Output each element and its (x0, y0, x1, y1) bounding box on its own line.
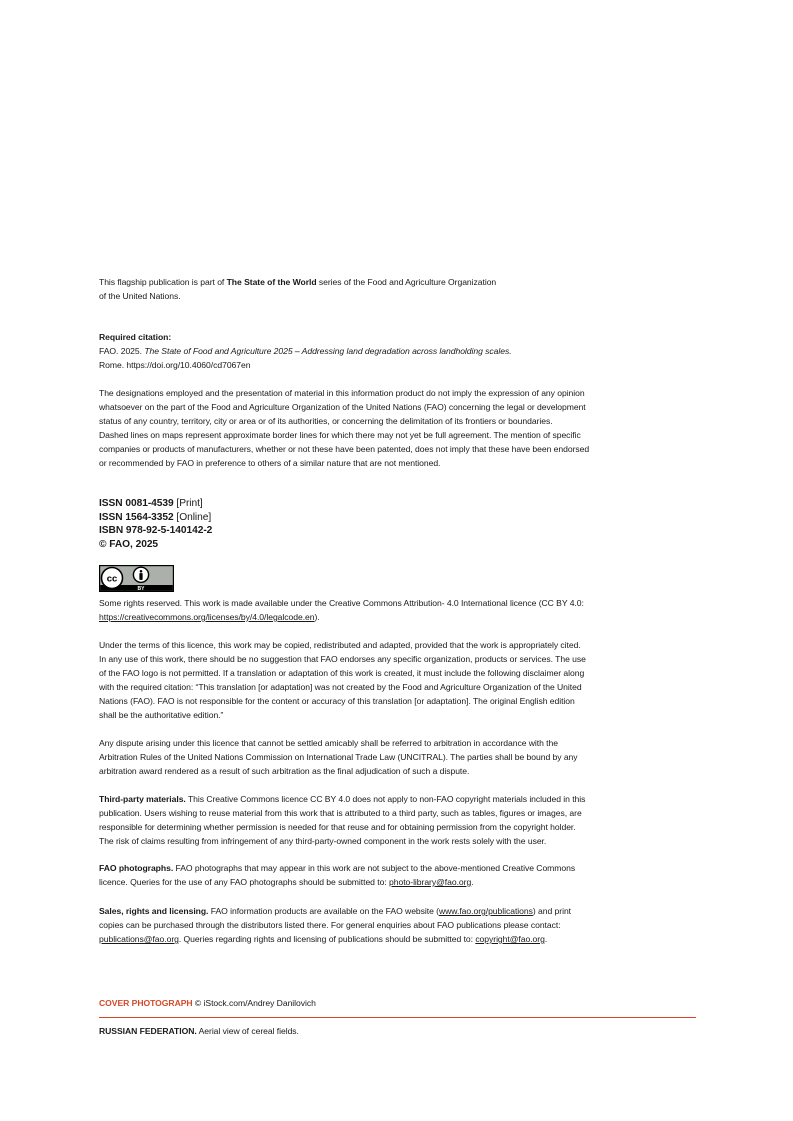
dispute-line: Arbitration Rules of the United Nations Commission on International Trade Law (UNCITRAL). The parties shall be bound by any (99, 752, 578, 762)
cover-photograph-label: COVER PHOTOGRAPH (99, 998, 193, 1008)
sales-line: copies can be purchased through the distributors listed there. For general enquiries about FAO publications please contact: (99, 920, 561, 930)
terms-line: Under the terms of this licence, this work may be copied, redistributed and adapted, provided that the work is appropriately cited. (99, 640, 581, 650)
accent-divider (99, 1017, 696, 1018)
citation-doi: Rome. https://doi.org/10.4060/cd7067en (99, 360, 251, 370)
dispute-line: arbitration award rendered as a result of such arbitration as the final adjudication of such a dispute. (99, 766, 470, 776)
photographs-paragraph: FAO photographs. FAO photographs that may appear in this work are not subject to the above-mentioned Creative Commons licence. Queries for the use of any FAO photographs should be submitted to: photo-library@fao.org. (99, 863, 576, 887)
terms-line: with the required citation: “This translation [or adaptation] was not created by the Food and Agriculture Organization of the United (99, 682, 582, 692)
series-name: The State of the World (226, 277, 317, 287)
fao-publications-link[interactable]: www.fao.org/publications (439, 906, 533, 916)
isbn: ISBN 978-92-5-140142-2 (99, 525, 213, 536)
citation-block (99, 330, 696, 372)
issn-online: ISSN 1564-3352 [Online] (99, 511, 212, 523)
citation-title: The State of Food and Agriculture 2025 – Addressing land degradation across landholding scales. (144, 346, 512, 356)
terms-line: In any use of this work, there should be no suggestion that FAO endorses any specific organization, products or services. The use (99, 654, 586, 664)
cover-caption (99, 1024, 696, 1038)
rights-text: Some rights reserved. This work is made available under the Creative Commons Attribution- 4.0 International licence (CC BY 4.0: (99, 598, 584, 608)
cc-logo-text: cc (106, 573, 118, 585)
cover-credit (99, 996, 696, 1010)
issn-print: ISSN 0081-4539 [Print] (99, 498, 203, 509)
cc-by-license-badge (99, 565, 174, 592)
dispute-line: Any dispute arising under this licence that cannot be settled amicably shall be referred to arbitration in accordance with the (99, 738, 558, 748)
sales-paragraph: Sales, rights and licensing. FAO information products are available on the FAO website (www.fao.org/publications) and print copies can be purchased through the distributors listed there. For general enquiries about FAO publications please contact: publications@fao.org. Queries regarding rights and licensing of publications should be submitted to: copyright@fao.org. (99, 904, 696, 946)
disclaimer-line: whatsoever on the part of the Food and Agriculture Organization of the United Nations (FAO) concerning the legal or development (99, 402, 586, 412)
intro-text-line2: of the United Nations. (99, 291, 181, 301)
citation-prefix: FAO. 2025. (99, 346, 145, 356)
disclaimer-line: The designations employed and the presentation of material in this information product do not imply the expression of any opinion (99, 388, 585, 398)
cover-photo-credit: © iStock.com/Andrey Danilovich (192, 998, 316, 1008)
dispute-paragraph (99, 736, 696, 778)
third-party-heading: Third-party materials. (99, 794, 186, 804)
intro-text: This flagship publication is part of (99, 277, 227, 287)
intro-text-cont: series of the Food and Agriculture Organization (316, 277, 497, 287)
intro-paragraph (99, 275, 696, 303)
caption-text: Aerial view of cereal fields. (196, 1026, 299, 1036)
disclaimer-line: Dashed lines on maps represent approximate border lines for which there may not yet be full agreement. The mention of specific (99, 430, 581, 440)
copyright-email-link[interactable]: copyright@fao.org (475, 934, 545, 944)
disclaimer-line: companies or products of manufacturers, whether or not these have been patented, does not imply that these have been endorsed (99, 444, 590, 454)
photo-library-email-link[interactable]: photo-library@fao.org (389, 877, 472, 887)
copyright-notice: © FAO, 2025 (99, 538, 159, 550)
rights-paragraph: Some rights reserved. This work is made available under the Creative Commons Attribution- 4.0 International licence (CC BY 4.0: https://creativecommons.org/licenses/by/4.0/legalcode.en). (99, 596, 696, 624)
caption-country: RUSSIAN FEDERATION. (99, 1026, 197, 1036)
disclaimer-paragraph (99, 386, 696, 470)
identifiers-block (99, 497, 696, 551)
terms-line: of the FAO logo is not permitted. If a translation or adaptation of this work is created, it must include the following disclaimer along (99, 668, 585, 678)
third-party-line: responsible for determining whether permission is needed for that reuse and for obtaining permission from the copyright holder. (99, 822, 576, 832)
terms-line: Nations (FAO). FAO is not responsible for the content or accuracy of this translation [or adaptation]. The original English edition (99, 696, 575, 706)
publications-email-link[interactable]: publications@fao.org (99, 934, 179, 944)
terms-line: shall be the authoritative edition.” (99, 710, 224, 720)
photographs-heading: FAO photographs. (99, 863, 174, 873)
sales-heading: Sales, rights and licensing. (99, 906, 209, 916)
disclaimer-line: status of any country, territory, city or area or of its authorities, or concerning the delimitation of its frontiers or boundaries. (99, 416, 553, 426)
third-party-paragraph: Third-party materials. This Creative Commons licence CC BY 4.0 does not apply to non-FAO copyright materials included in this publication. Users wishing to reuse material from this work that is attributed to a third party, such as tables, figures or images, are responsible for determining whether permission is needed for that reuse and for obtaining permission from the copyright holder. The risk of claims resulting from infringement of any third-party-owned component in the work rests solely with the user. (99, 792, 696, 848)
citation-heading: Required citation: (99, 332, 172, 342)
third-party-line: The risk of claims resulting from infringement of any third-party-owned component in the work rests solely with the user. (99, 836, 547, 846)
by-label: BY (137, 585, 145, 592)
licence-terms-paragraph (99, 638, 696, 722)
third-party-line: publication. Users wishing to reuse material from this work that is attributed to a third party, such as tables, figures or images, are (99, 808, 582, 818)
license-link[interactable]: https://creativecommons.org/licenses/by/4.0/legalcode.en (99, 612, 315, 622)
disclaimer-line: or recommended by FAO in preference to others of a similar nature that are not mentioned. (99, 458, 441, 468)
